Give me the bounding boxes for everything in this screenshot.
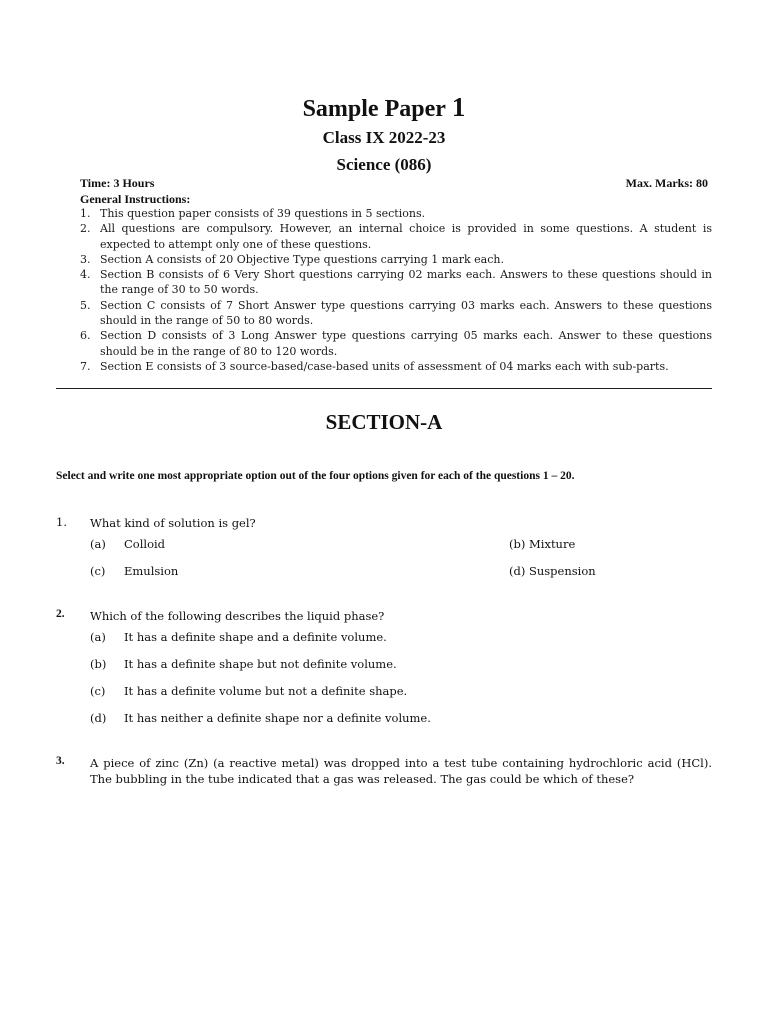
option-label: (b) xyxy=(90,657,107,671)
instruction-item xyxy=(80,267,712,298)
option-text: It has a definite shape but not definite volume. xyxy=(124,657,397,671)
option-text: Emulsion xyxy=(124,564,179,578)
option-label: (a) xyxy=(90,537,106,551)
instruction-text: Section D consists of 3 Long Answer type questions carrying 05 marks each. Answer to these questions should be in the range of 80 to 120 words. xyxy=(100,329,712,358)
instruction-item xyxy=(80,206,712,221)
question-text: What kind of solution is gel? xyxy=(90,516,256,530)
question-number: 1. xyxy=(56,515,67,529)
section-heading: SECTION-A xyxy=(325,410,443,434)
option-label: (a) xyxy=(90,630,106,644)
option-label: (d) xyxy=(90,711,107,725)
instruction-number: 7. xyxy=(80,359,91,373)
instruction-item xyxy=(80,328,712,359)
option-text: Mixture xyxy=(529,537,576,551)
general-instructions-heading: General Instructions: xyxy=(80,192,191,206)
paper-title-text: Sample Paper xyxy=(302,96,446,122)
instruction-item xyxy=(80,221,712,252)
instruction-number: 6. xyxy=(80,329,91,343)
paper-number: 1 xyxy=(451,92,466,122)
option-text: Colloid xyxy=(124,537,166,551)
instruction-number: 3. xyxy=(80,252,91,266)
instruction-text: Section E consists of 3 source-based/case-based units of assessment of 04 marks each with sub-parts. xyxy=(100,359,669,373)
instruction-number: 5. xyxy=(80,298,91,312)
instruction-text: Section B consists of 6 Very Short questions carrying 02 marks each. Answers to these questions should in the range of 30 to 50 words. xyxy=(100,268,712,297)
option-text: It has a definite volume but not a definite shape. xyxy=(124,684,408,698)
option-label: (b) xyxy=(509,537,526,551)
instruction-number: 2. xyxy=(80,222,91,236)
instruction-text: Section A consists of 20 Objective Type questions carrying 1 mark each. xyxy=(100,252,504,266)
instruction-text: All questions are compulsory. However, an internal choice is provided in some questions. A student is expected to attempt only one of these questions. xyxy=(100,222,712,251)
instruction-number: 1. xyxy=(80,207,91,220)
class-line: Class IX 2022-23 xyxy=(322,128,446,147)
question-text: Which of the following describes the liquid phase? xyxy=(90,609,385,623)
q1-option-d xyxy=(509,564,596,578)
q1-option-b xyxy=(509,537,575,551)
option-label: (c) xyxy=(90,684,106,698)
option-text: It has a definite shape and a definite volume. xyxy=(124,630,387,644)
section-instruction: Select and write one most appropriate option out of the four options given for each of the questions 1 – 20. xyxy=(56,470,575,482)
divider-line xyxy=(56,388,712,389)
paper-title xyxy=(0,92,768,123)
option-label: (d) xyxy=(509,564,526,578)
option-label: (c) xyxy=(90,564,106,578)
subject-line: Science (086) xyxy=(336,155,432,174)
instruction-number: 4. xyxy=(80,268,91,282)
question-number: 2. xyxy=(56,608,65,620)
instruction-item xyxy=(80,252,712,267)
option-text: It has neither a definite shape nor a definite volume. xyxy=(124,711,431,725)
instruction-item xyxy=(80,298,712,329)
instruction-text: This question paper consists of 39 questions in 5 sections. xyxy=(100,207,426,220)
instruction-text: Section C consists of 7 Short Answer type questions carrying 03 marks each. Answers to these questions should in the range of 50 to 80 words. xyxy=(100,298,712,328)
question-number: 3. xyxy=(56,755,65,767)
option-text: Suspension xyxy=(529,564,596,578)
exam-meta xyxy=(80,176,708,191)
instruction-item xyxy=(80,359,712,374)
max-marks-label: Max. Marks: 80 xyxy=(625,176,708,190)
general-instructions-list xyxy=(80,206,712,374)
question-text: A piece of zinc (Zn) (a reactive metal) was dropped into a test tube containing hydrochloric acid (HCl). The bubbling in the tube indicated that a gas was released. The gas could be which of these? xyxy=(90,756,712,786)
time-label: Time: 3 Hours xyxy=(80,176,155,190)
